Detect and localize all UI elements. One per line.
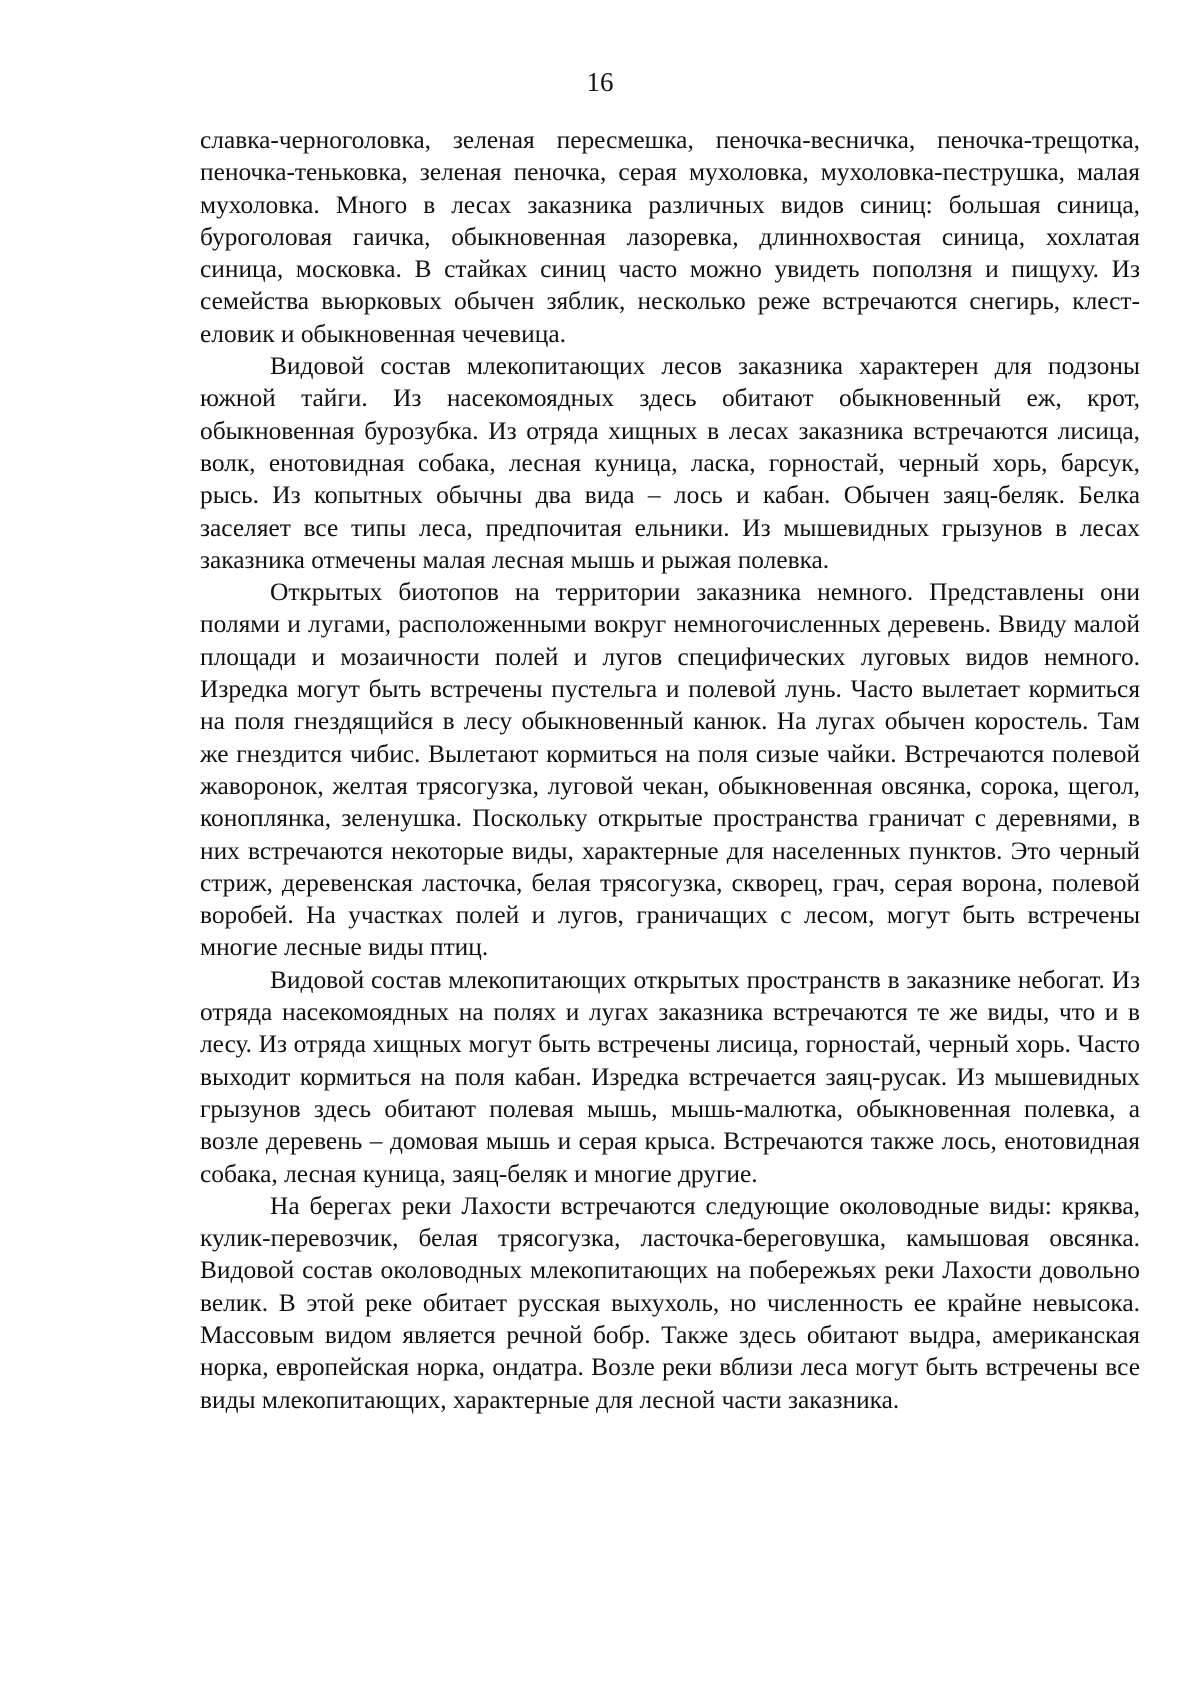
paragraph-birds-continued: славка-черноголовка, зеленая пересмешка, пеночка-весничка, пеночка-трещотка, пеночка-теньковка, зеленая пеночка, серая мухоловка, мухоловка-пеструшка, малая мухоловка. Много в лесах заказника различных видов синиц: большая синица, буроголовая гаичка, обыкновенная лазоревка, длиннохвостая синица, хохлатая синица, московка. В стайках синиц часто можно увидеть поползня и пищуху. Из семейства вьюрковых обычен зяблик, несколько реже встречаются снегирь, клест-еловик и обыкновенная чечевица. <box>200 126 1140 348</box>
paragraph-open-mammals: Видовой состав млекопитающих открытых пространств в заказнике небогат. Из отряда насекомоядных на полях и лугах заказника встречаются те же виды, что и в лесу. Из отряда хищных могут быть встречены лисица, горностай, черный хорь. Часто выходит кормиться на поля кабан. Изредка встречается заяц-русак. Из мышевидных грызунов здесь обитают полевая мышь, мышь-малютка, обыкновенная полевка, а возле деревень – домовая мышь и серая крыса. Встречаются также лось, енотовидная собака, лесная куница, заяц-беляк и многие другие. <box>200 965 1140 1188</box>
page-number: 16 <box>586 67 614 97</box>
body-text <box>200 124 1140 1416</box>
paragraph-riverbank-species: На берегах реки Лахости встречаются следующие околоводные виды: кряква, кулик-перевозчик, белая трясогузка, ласточка-береговушка, камышовая овсянка. Видовой состав околоводных млекопитающих на побережьях реки Лахости довольно велик. В этой реке обитает русская выхухоль, но численность ее крайне невысока. Массовым видом является речной бобр. Также здесь обитают выдра, американская норка, европейская норка, ондатра. Возле реки вблизи леса могут быть встречены все виды млекопитающих, характерные для лесной части заказника. <box>200 1191 1140 1414</box>
paragraph-forest-mammals: Видовой состав млекопитающих лесов заказника характерен для подзоны южной тайги. Из насекомоядных здесь обитают обыкновенный еж, крот, обыкновенная бурозубка. Из отряда хищных в лесах заказника встречаются лисица, волк, енотовидная собака, лесная куница, ласка, горностай, черный хорь, барсук, рысь. Из копытных обычны два вида – лось и кабан. Обычен заяц-беляк. Белка заселяет все типы леса, предпочитая ельники. Из мышевидных грызунов в лесах заказника отмечены малая лесная мышь и рыжая полевка. <box>200 352 1140 574</box>
paragraph-open-biotopes: Открытых биотопов на территории заказника немного. Представлены они полями и лугами, расположенными вокруг немногочисленных деревень. Ввиду малой площади и мозаичности полей и лугов специфических луговых видов немного. Изредка могут быть встречены пустельга и полевой лунь. Часто вылетает кормиться на поля гнездящийся в лесу обыкновенный канюк. На лугах обычен коростель. Там же гнездится чибис. Вылетают кормиться на поля сизые чайки. Встречаются полевой жаворонок, желтая трясогузка, луговой чекан, обыкновенная овсянка, сорока, щегол, коноплянка, зеленушка. Поскольку открытые пространства граничат с деревнями, в них встречаются некоторые виды, характерные для населенных пунктов. Это черный стриж, деревенская ласточка, белая трясогузка, скворец, грач, серая ворона, полевой воробей. На участках полей и лугов, граничащих с лесом, могут быть встречены многие лесные виды птиц. <box>200 578 1140 962</box>
